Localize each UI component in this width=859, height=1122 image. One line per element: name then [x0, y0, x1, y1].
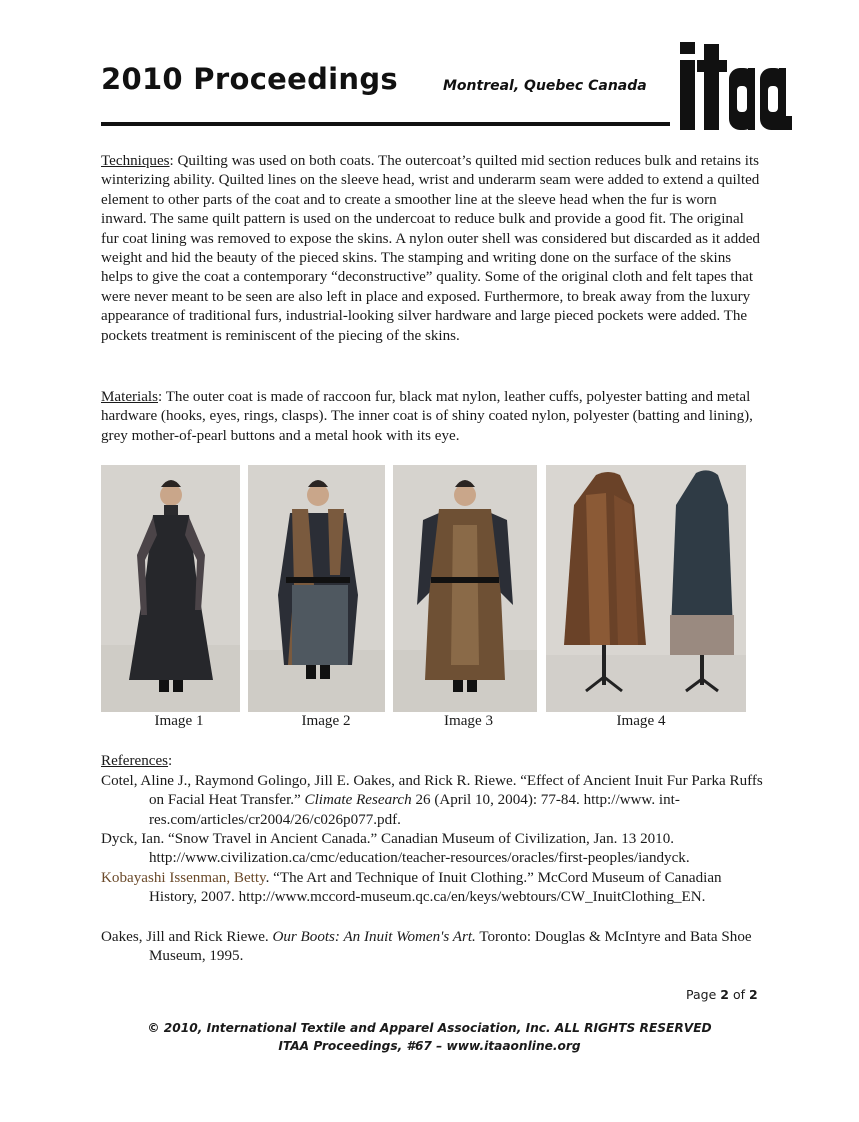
photo-image-2	[248, 465, 385, 712]
techniques-text: : Quilting was used on both coats. The outercoat’s quilted mid section reduces bulk and retains its winterizing ability. Quilted lines on the sleeve head, wrist and underarm seam were added to extend a quilted element to other parts of the coat and to create a smoother line at the sleeve head when the fur is worn inward. The same quilt pattern is used on the undercoat to reduce bulk and provide a good fit. The original fur coat lining was removed to expose the skins. A nylon outer shell was considered but discarded as it added weight and hid the beauty of the pieced skins. The stamping and writing done on the surface of the skins helps to give the coat a contemporary “deconstructive” quality. Some of the original cloth and felt tapes that were never meant to be seen are also left in place and exposed. Furthermore, to break away from the luxury appearance of traditional furs, industrial-looking silver hardware and large pieced pockets were added. The pockets treatment is reminiscent of the piecing of the skins.	[101, 153, 760, 344]
techniques-paragraph	[101, 152, 761, 346]
page-title: 2010 Proceedings	[101, 62, 398, 96]
caption-image-1: Image 1	[154, 713, 204, 729]
footer-copyright: © 2010, International Textile and Apparel Association, Inc. ALL RIGHTS RESERVED	[147, 1021, 712, 1035]
header-rule	[101, 122, 670, 126]
itaa-logo	[678, 42, 796, 134]
caption-image-4: Image 4	[616, 713, 666, 729]
materials-text: : The outer coat is made of raccoon fur, black mat nylon, leather cuffs, polyester batting and metal hardware (hooks, eyes, rings, clasps). The inner coat is of shiny coated nylon, polyester (batting and lining), grey mother-of-pearl buttons and a metal hook with its eye.	[101, 389, 753, 444]
footer-proceedings: ITAA Proceedings, #67 – www.itaaonline.org	[278, 1039, 581, 1053]
reference-item: Kobayashi Issenman, Betty. “The Art and Technique of Inuit Clothing.” McCord Museum of Canadian History, 2007. http://www.mccord-museum.qc.ca/en/keys/webtours/CW_InuitClothing_EN.	[101, 870, 722, 906]
reference-item: Oakes, Jill and Rick Riewe. Our Boots: An Inuit Women's Art. Toronto: Douglas & McIntyre and Bata Shoe Museum, 1995.	[101, 929, 752, 965]
photo-image-4	[546, 465, 746, 712]
materials-label: Materials	[101, 389, 158, 405]
materials-paragraph	[101, 388, 761, 446]
caption-image-3: Image 3	[443, 713, 494, 729]
references-heading: References:	[101, 753, 173, 769]
conference-location: Montreal, Quebec Canada	[443, 78, 647, 94]
reference-item: Dyck, Ian. “Snow Travel in Ancient Canada.” Canadian Museum of Civilization, Jan. 13 2010. http://www.civilization.ca/cmc/education/teacher-resources/oracles/first-peoples/iandyck.	[101, 831, 690, 867]
caption-image-2: Image 2	[301, 713, 351, 729]
page-number: Page 2 of 2	[686, 987, 758, 1002]
photo-image-1	[101, 465, 240, 712]
techniques-label: Techniques	[101, 153, 170, 169]
reference-item: Cotel, Aline J., Raymond Golingo, Jill E. Oakes, and Rick R. Riewe. “Effect of Ancient Inuit Fur Parka Ruffs on Facial Heat Transfer.” Climate Research 26 (April 10, 2004): 77-84. http://www. int-res.com/articles/cr2004/26/c026p077.pdf.	[101, 773, 763, 828]
photo-image-3	[393, 465, 537, 712]
